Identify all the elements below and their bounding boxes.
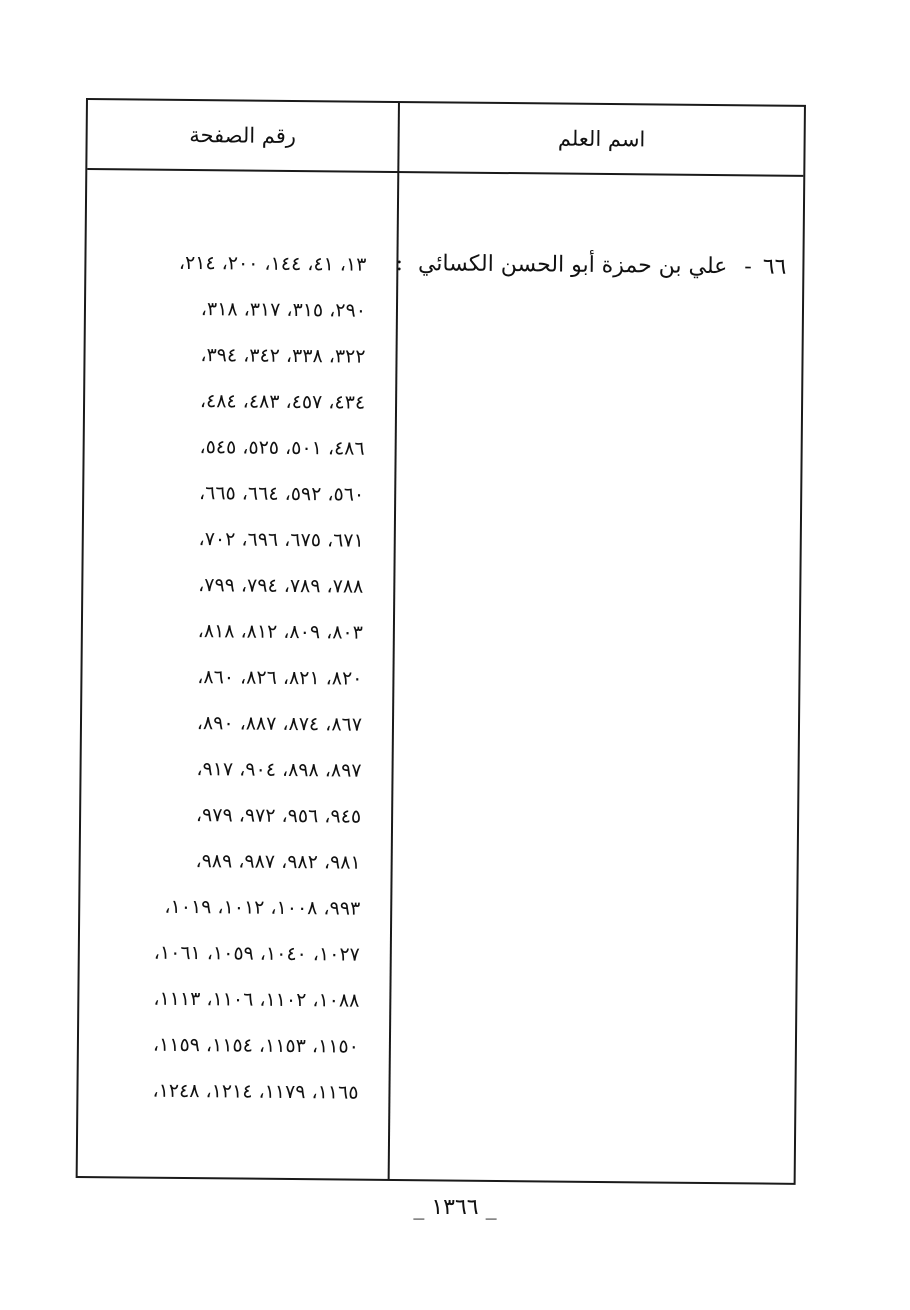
- page-numbers-line: ٧٨٨، ٧٨٩، ٧٩٤، ٧٩٩،: [198, 574, 364, 598]
- index-table: [76, 98, 806, 1185]
- entry-number: ٦٦: [762, 254, 787, 280]
- page-numbers-line: ٩٩٣، ١٠٠٨، ١٠١٢، ١٠١٩،: [164, 895, 361, 920]
- page-numbers-line: ١٠٨٨، ١١٠٢، ١١٠٦، ١١١٣،: [153, 987, 360, 1012]
- page-numbers-line: ١١٦٥، ١١٧٩، ١٢١٤، ١٢٤٨،: [152, 1079, 359, 1104]
- page-numbers-line: ٨٢٠، ٨٢١، ٨٢٦، ٨٦٠،: [197, 666, 363, 690]
- page-numbers-line: ٦٧١، ٦٧٥، ٦٩٦، ٧٠٢،: [198, 528, 364, 552]
- page-numbers-line: ٨٦٧، ٨٧٤، ٨٨٧، ٨٩٠،: [196, 712, 363, 736]
- page-numbers-line: ٩٤٥، ٩٥٦، ٩٧٢، ٩٧٩،: [195, 804, 362, 828]
- entry-colon: :: [395, 250, 404, 277]
- page-numbers-line: ٨٩٧، ٨٩٨، ٩٠٤، ٩١٧،: [196, 758, 362, 782]
- column-header-pages: رقم الصفحة: [189, 122, 297, 149]
- table-header-row: [87, 100, 804, 177]
- page-numbers-line: ١٣، ٤١، ١٤٤، ٢٠٠، ٢١٤،: [178, 251, 367, 276]
- entry-dash: -: [744, 254, 752, 280]
- page-numbers-line: ١١٥٠، ١١٥٣، ١١٥٤، ١١٥٩،: [152, 1033, 360, 1058]
- page-number: _ ١٣٦٦ _: [413, 1195, 497, 1220]
- page-numbers-line: ٣٢٢، ٣٣٨، ٣٤٢، ٣٩٤،: [200, 344, 366, 368]
- page-numbers-list: [96, 248, 366, 1124]
- page-numbers-line: ٢٩٠، ٣١٥، ٣١٧، ٣١٨،: [200, 298, 367, 322]
- page-numbers-line: ٥٦٠، ٥٩٢، ٦٦٤، ٦٦٥،: [198, 482, 365, 506]
- page-numbers-line: ١٠٢٧، ١٠٤٠، ١٠٥٩، ١٠٦١،: [153, 941, 360, 966]
- column-header-name: اسم العلم: [557, 126, 646, 152]
- page-numbers-line: ٩٨١، ٩٨٢، ٩٨٧، ٩٨٩،: [195, 850, 361, 874]
- entry-person-name: علي بن حمزة أبو الحسن الكسائي: [417, 251, 728, 280]
- page-numbers-line: ٤٨٦، ٥٠١، ٥٢٥، ٥٤٥،: [199, 436, 365, 460]
- page-numbers-line: ٤٣٤، ٤٥٧، ٤٨٣، ٤٨٤،: [199, 390, 366, 414]
- page-numbers-line: ٨٠٣، ٨٠٩، ٨١٢، ٨١٨،: [197, 620, 363, 644]
- entry-name: [395, 251, 786, 280]
